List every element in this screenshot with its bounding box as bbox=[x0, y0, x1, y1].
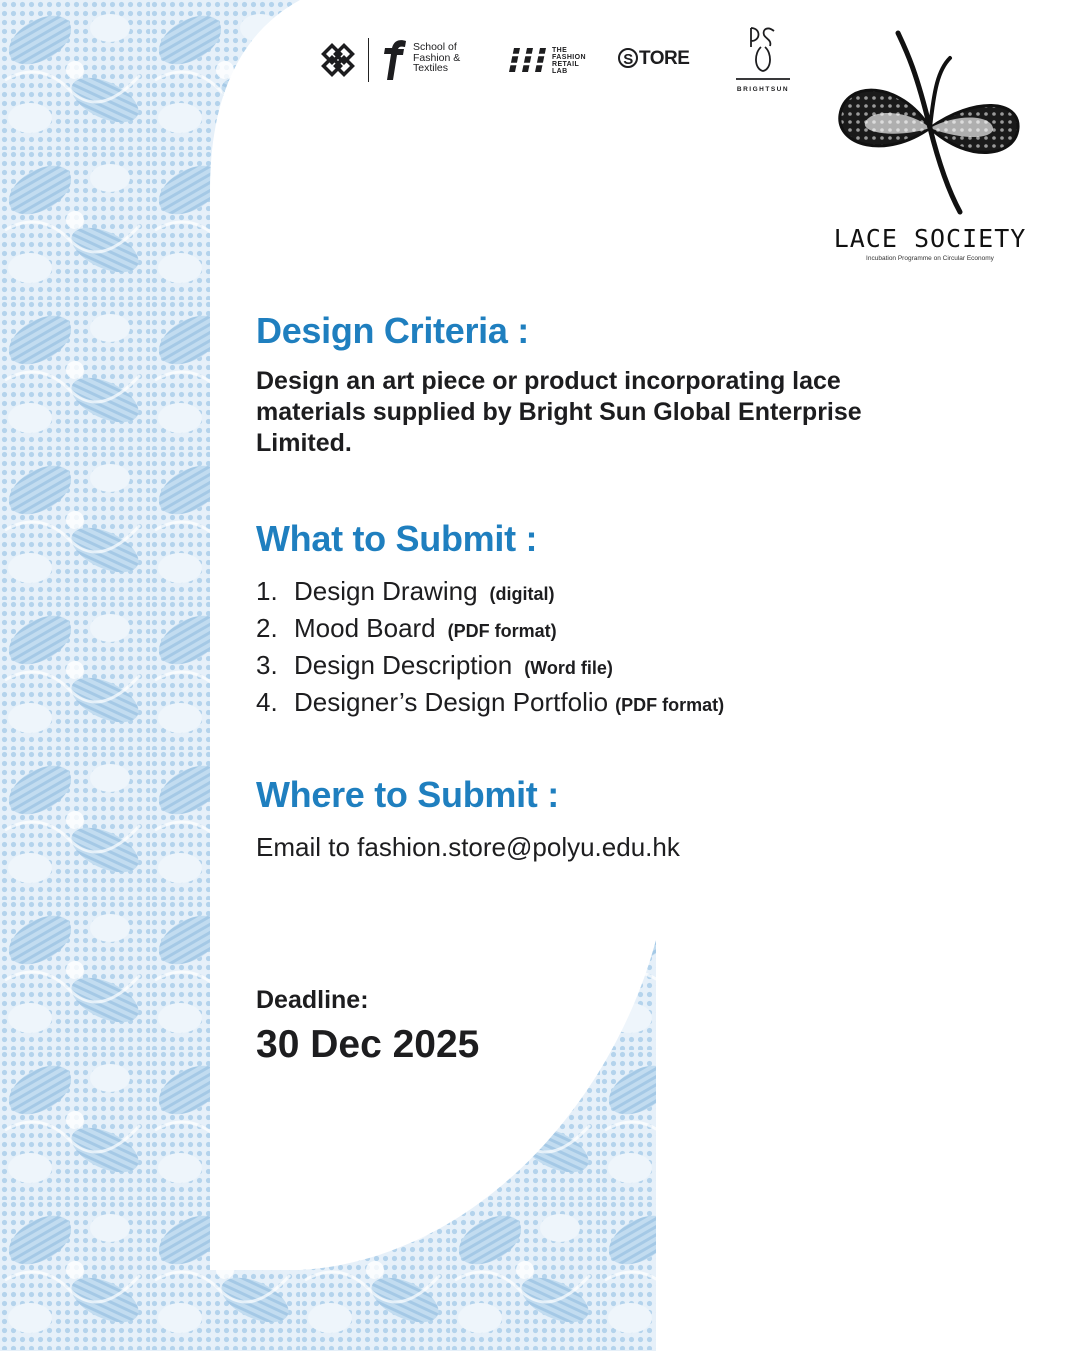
where-to-submit-section bbox=[256, 774, 680, 863]
school-of-fashion-logo bbox=[378, 40, 468, 84]
sft-f-icon bbox=[378, 40, 406, 80]
frl-s-marks-icon bbox=[506, 46, 548, 74]
list-number: 4. bbox=[256, 687, 278, 717]
store-s-circle: S bbox=[618, 48, 638, 68]
brightsun-mark-icon bbox=[734, 25, 792, 85]
store-text: TORE bbox=[639, 48, 690, 69]
list-label: Design Description bbox=[294, 650, 513, 680]
what-to-submit-heading: What to Submit : bbox=[256, 518, 538, 559]
brightsun-text: BRIGHTSUN bbox=[736, 86, 790, 93]
list-note: (PDF format) bbox=[615, 695, 725, 715]
what-to-submit-section bbox=[256, 518, 724, 724]
list-note: (digital) bbox=[489, 584, 555, 604]
list-item bbox=[256, 687, 724, 724]
fashion-retail-lab-logo bbox=[506, 46, 601, 76]
list-item bbox=[256, 576, 724, 613]
list-number: 3. bbox=[256, 650, 278, 680]
sft-text: School of Fashion & Textiles bbox=[413, 41, 461, 74]
list-label: Mood Board bbox=[294, 613, 436, 643]
brightsun-logo bbox=[734, 25, 792, 100]
submission-email[interactable]: Email to fashion.store@polyu.edu.hk bbox=[256, 832, 680, 862]
store-logo bbox=[618, 48, 689, 70]
deadline-section bbox=[256, 986, 479, 1067]
deadline-label: Deadline: bbox=[256, 986, 369, 1014]
lace-society-logo bbox=[830, 30, 1030, 270]
list-note: (Word file) bbox=[524, 658, 613, 678]
logo-divider bbox=[368, 38, 369, 82]
list-item bbox=[256, 613, 724, 650]
lace-society-title: LACE SOCIETY bbox=[833, 224, 1027, 253]
list-number: 1. bbox=[256, 576, 278, 606]
list-label: Designer’s Design Portfolio bbox=[294, 687, 609, 717]
design-criteria-section bbox=[256, 310, 936, 459]
partner-logos bbox=[300, 22, 800, 102]
list-note: (PDF format) bbox=[447, 621, 557, 641]
list-number: 2. bbox=[256, 613, 278, 643]
where-to-submit-heading: Where to Submit : bbox=[256, 774, 559, 815]
design-criteria-body: Design an art piece or product incorporating lace materials supplied by Bright Sun Global Enterprise Limited. bbox=[256, 367, 862, 457]
frl-text: THE FASHION RETAIL LAB bbox=[552, 47, 586, 75]
list-label: Design Drawing bbox=[294, 576, 478, 606]
lace-society-subtitle: Incubation Programme on Circular Economy bbox=[866, 255, 994, 262]
deadline-date: 30 Dec 2025 bbox=[256, 1023, 480, 1066]
submit-list bbox=[256, 576, 724, 724]
design-criteria-heading: Design Criteria : bbox=[256, 310, 529, 351]
polyu-knot-icon bbox=[318, 40, 358, 80]
infinity-ribbon-icon bbox=[830, 30, 1030, 220]
list-item bbox=[256, 650, 724, 687]
